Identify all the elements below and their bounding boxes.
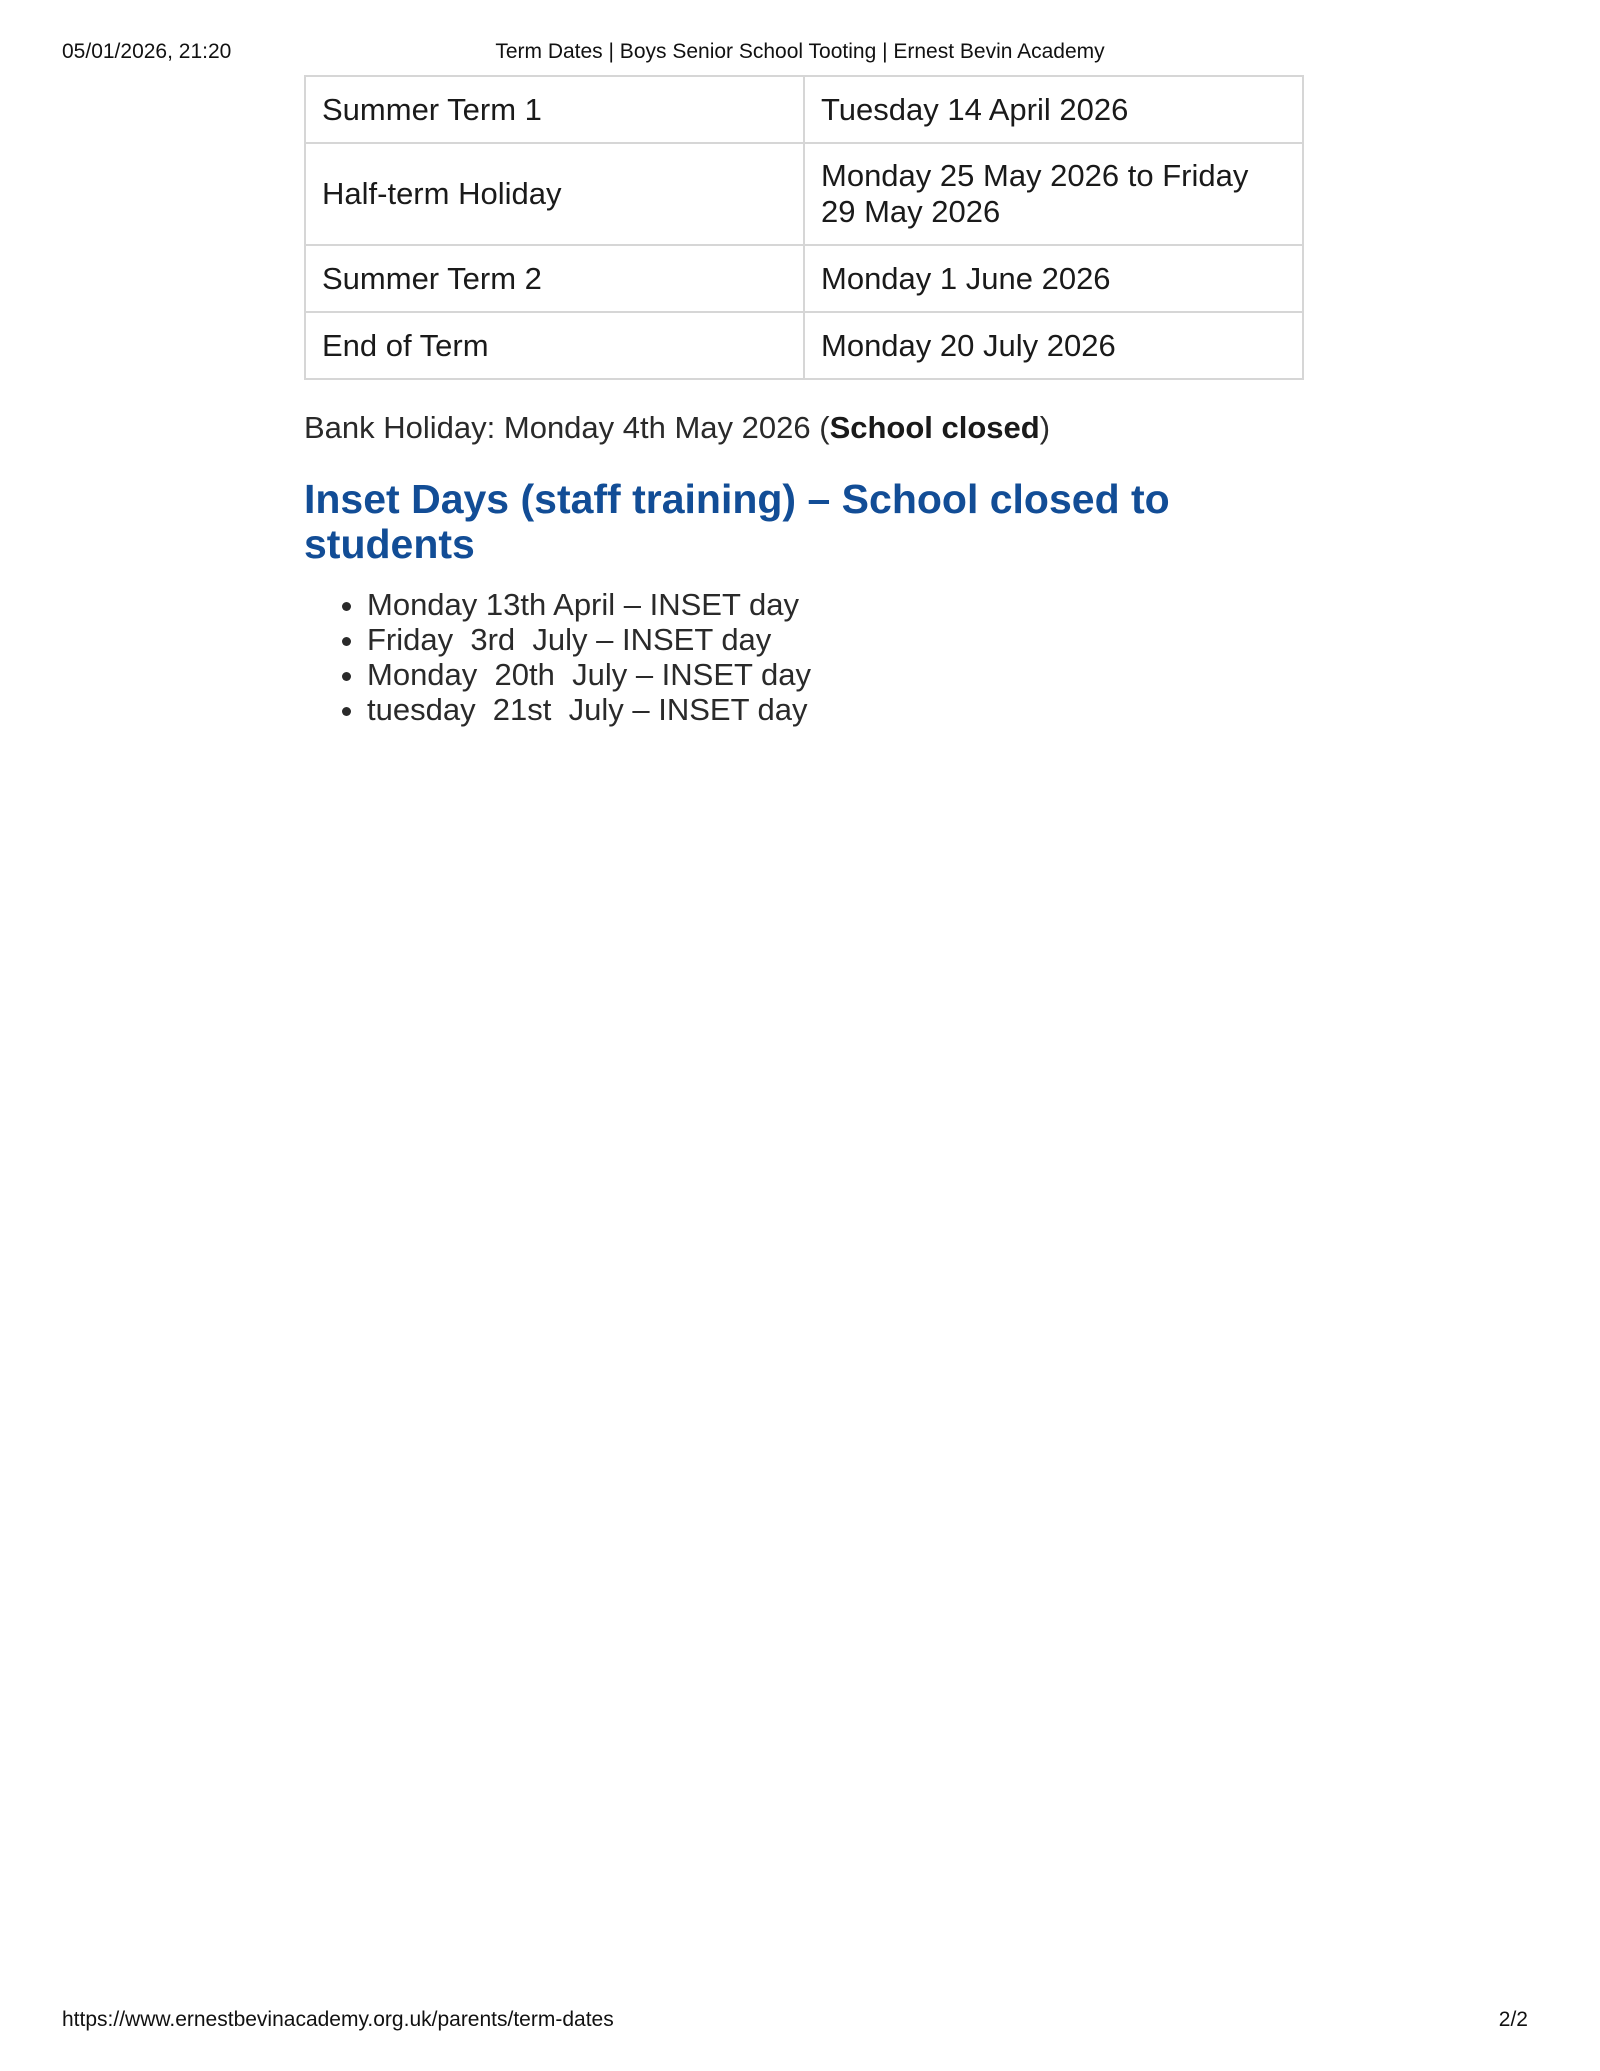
page-number: 2/2 xyxy=(1498,2008,1528,2031)
term-label-cell: End of Term xyxy=(305,312,804,379)
bank-holiday-emphasis: School closed xyxy=(829,410,1040,445)
bank-holiday-suffix: ) xyxy=(1039,410,1051,445)
list-item: • Monday 13th April – INSET day xyxy=(367,587,1304,622)
list-item: • Friday 3rd July – INSET day xyxy=(367,622,1304,657)
list-item: • Monday 20th July – INSET day xyxy=(367,657,1304,692)
term-date-cell: Monday 25 May 2026 to Friday 29 May 2026 xyxy=(804,143,1303,245)
main-content xyxy=(304,75,1304,727)
bank-holiday-text: Bank Holiday: Monday 4th May 2026 ( xyxy=(304,410,830,445)
term-date-cell: Monday 1 June 2026 xyxy=(804,245,1303,312)
inset-days-list xyxy=(304,587,1304,727)
table-row xyxy=(305,312,1303,379)
term-date-cell: Monday 20 July 2026 xyxy=(804,312,1303,379)
bank-holiday-note xyxy=(304,410,1304,446)
table-row xyxy=(305,245,1303,312)
print-datetime: 05/01/2026, 21:20 xyxy=(62,40,232,63)
page-url: https://www.ernestbevinacademy.org.uk/parents/term-dates xyxy=(62,2008,614,2031)
term-label-cell: Half-term Holiday xyxy=(305,143,804,245)
print-header xyxy=(62,40,1538,66)
table-row xyxy=(305,76,1303,143)
term-dates-table xyxy=(304,75,1304,380)
table-row xyxy=(305,143,1303,245)
list-item: • tuesday 21st July – INSET day xyxy=(367,692,1304,727)
print-page-title: Term Dates | Boys Senior School Tooting | Ernest Bevin Academy xyxy=(495,40,1105,63)
term-date-cell: Tuesday 14 April 2026 xyxy=(804,76,1303,143)
term-label-cell: Summer Term 1 xyxy=(305,76,804,143)
inset-days-heading: Inset Days (staff training) – School closed to students xyxy=(304,476,1170,568)
print-footer xyxy=(62,2008,1538,2034)
term-label-cell: Summer Term 2 xyxy=(305,245,804,312)
